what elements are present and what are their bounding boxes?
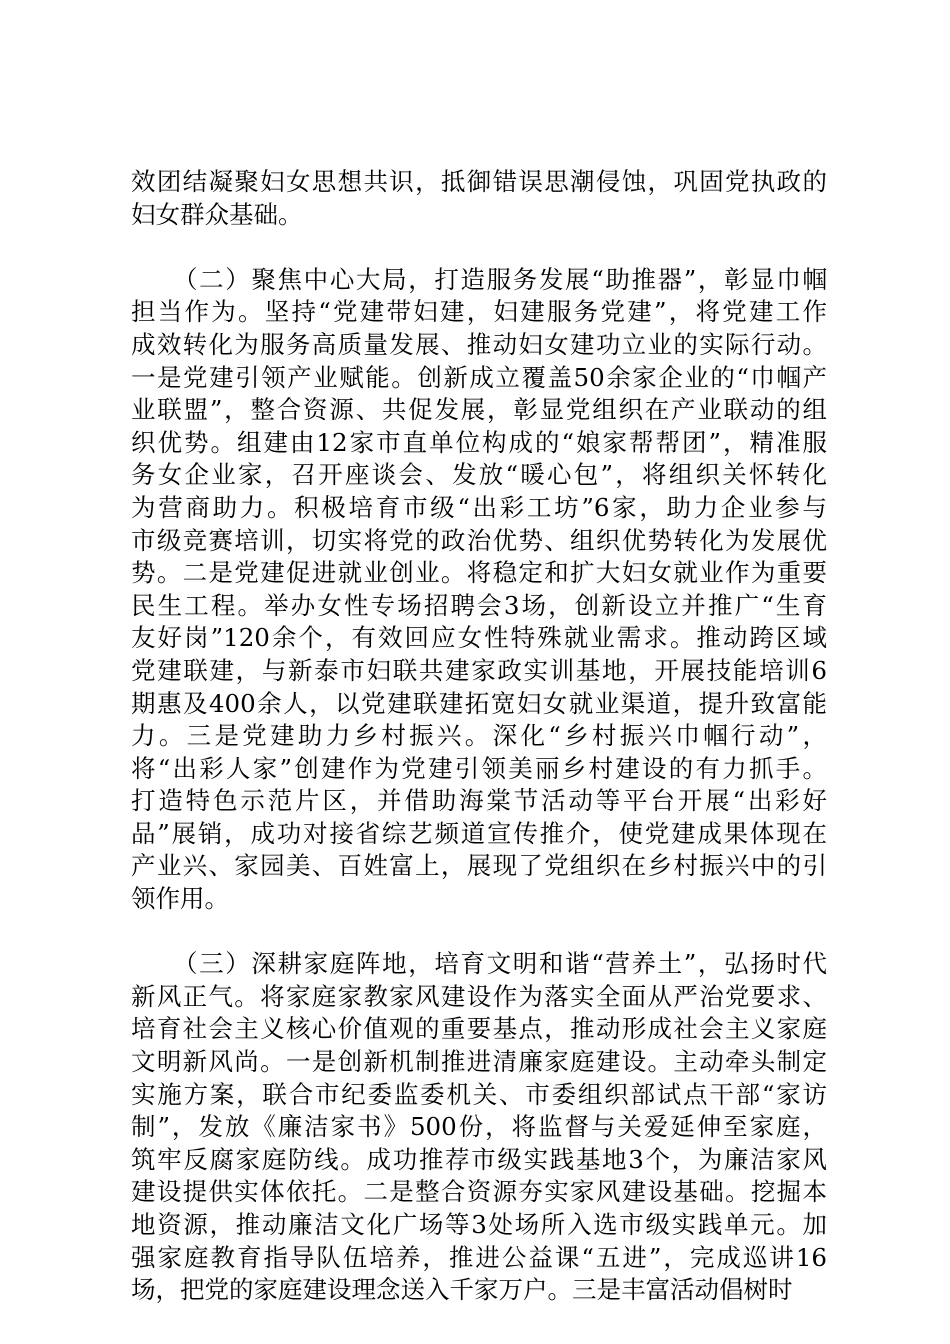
text-line: 品”展销，成功对接省综艺频道宣传推介，使党建成果体现在 bbox=[131, 818, 827, 848]
text-line: 效团结凝聚妇女思想共识，抵御错误思潮侵蚀，巩固党执政的 bbox=[131, 167, 827, 196]
text-line: 领作用。 bbox=[131, 884, 229, 914]
paragraph-p1 bbox=[131, 264, 827, 916]
paragraph-p2 bbox=[131, 948, 827, 1307]
text-line: 势。二是党建促进就业创业。将稳定和扩大妇女就业作为重要 bbox=[131, 558, 827, 588]
text-line: 建设提供实体依托。二是整合资源夯实家风建设基础。挖掘本 bbox=[131, 1177, 827, 1207]
text-line: 民生工程。举办女性专场招聘会3场，创新设立并推广“生育 bbox=[131, 590, 827, 620]
text-line: 力。三是党建助力乡村振兴。深化“乡村振兴巾帼行动”， bbox=[131, 721, 827, 751]
text-line: 场，把党的家庭建设理念送入千家万户。三是丰富活动倡树时 bbox=[131, 1275, 793, 1305]
text-line: 妇女群众基础。 bbox=[131, 199, 303, 229]
document-body bbox=[131, 166, 827, 1307]
text-line: 期惠及400余人，以党建联建拓宽妇女就业渠道，提升致富能 bbox=[131, 688, 827, 718]
text-line: 担当作为。坚持“党建带妇建，妇建服务党建”，将党建工作 bbox=[131, 297, 827, 327]
text-line: 产业兴、家园美、百姓富上，展现了党组织在乡村振兴中的引 bbox=[131, 851, 827, 881]
text-line: 业联盟”，整合资源、共促发展，彰显党组织在产业联动的组 bbox=[131, 395, 827, 425]
text-line: 市级竞赛培训，切实将党的政治优势、组织优势转化为发展优 bbox=[131, 525, 827, 555]
text-line: 打造特色示范片区，并借助海棠节活动等平台开展“出彩好 bbox=[131, 786, 827, 816]
text-line: 友好岗”120余个，有效回应女性特殊就业需求。推动跨区域 bbox=[131, 623, 827, 653]
text-line: 制”，发放《廉洁家书》500份，将监督与关爱延伸至家庭， bbox=[131, 1112, 827, 1142]
text-line: 务女企业家，召开座谈会、发放“暖心包”，将组织关怀转化 bbox=[131, 460, 827, 490]
text-line: 文明新风尚。一是创新机制推进清廉家庭建设。主动牵头制定 bbox=[131, 1047, 827, 1077]
text-line: （二）聚焦中心大局，打造服务发展“助推器”，彰显巾帼 bbox=[173, 264, 827, 294]
text-line: 强家庭教育指导队伍培养，推进公益课“五进”，完成巡讲16 bbox=[131, 1242, 827, 1272]
text-line: 成效转化为服务高质量发展、推动妇女建功立业的实际行动。 bbox=[131, 329, 827, 359]
text-line: 党建联建，与新泰市妇联共建家政实训基地，开展技能培训6 bbox=[131, 655, 827, 685]
paragraph-spacer bbox=[131, 231, 827, 264]
text-line: 地资源，推动廉洁文化广场等3处场所入选市级实践单元。加 bbox=[131, 1210, 827, 1239]
text-line: 实施方案，联合市纪委监委机关、市委组织部试点干部“家访 bbox=[131, 1079, 827, 1109]
text-line: 织优势。组建由12家市直单位构成的“娘家帮帮团”，精准服 bbox=[131, 427, 827, 457]
text-line: 一是党建引领产业赋能。创新成立覆盖50余家企业的“巾帼产 bbox=[131, 362, 827, 392]
text-line: （三）深耕家庭阵地，培育文明和谐“营养土”，弘扬时代 bbox=[173, 949, 827, 979]
paragraph-p0 bbox=[131, 166, 827, 231]
text-line: 将“出彩人家”创建作为党建引领美丽乡村建设的有力抓手。 bbox=[131, 753, 827, 783]
text-line: 新风正气。将家庭家教家风建设作为落实全面从严治党要求、 bbox=[131, 981, 827, 1011]
text-line: 为营商助力。积极培育市级“出彩工坊”6家，助力企业参与 bbox=[131, 492, 827, 522]
paragraph-spacer bbox=[131, 916, 827, 949]
text-line: 培育社会主义核心价值观的重要基点，推动形成社会主义家庭 bbox=[131, 1014, 827, 1044]
text-line: 筑牢反腐家庭防线。成功推荐市级实践基地3个，为廉洁家风 bbox=[131, 1144, 827, 1174]
